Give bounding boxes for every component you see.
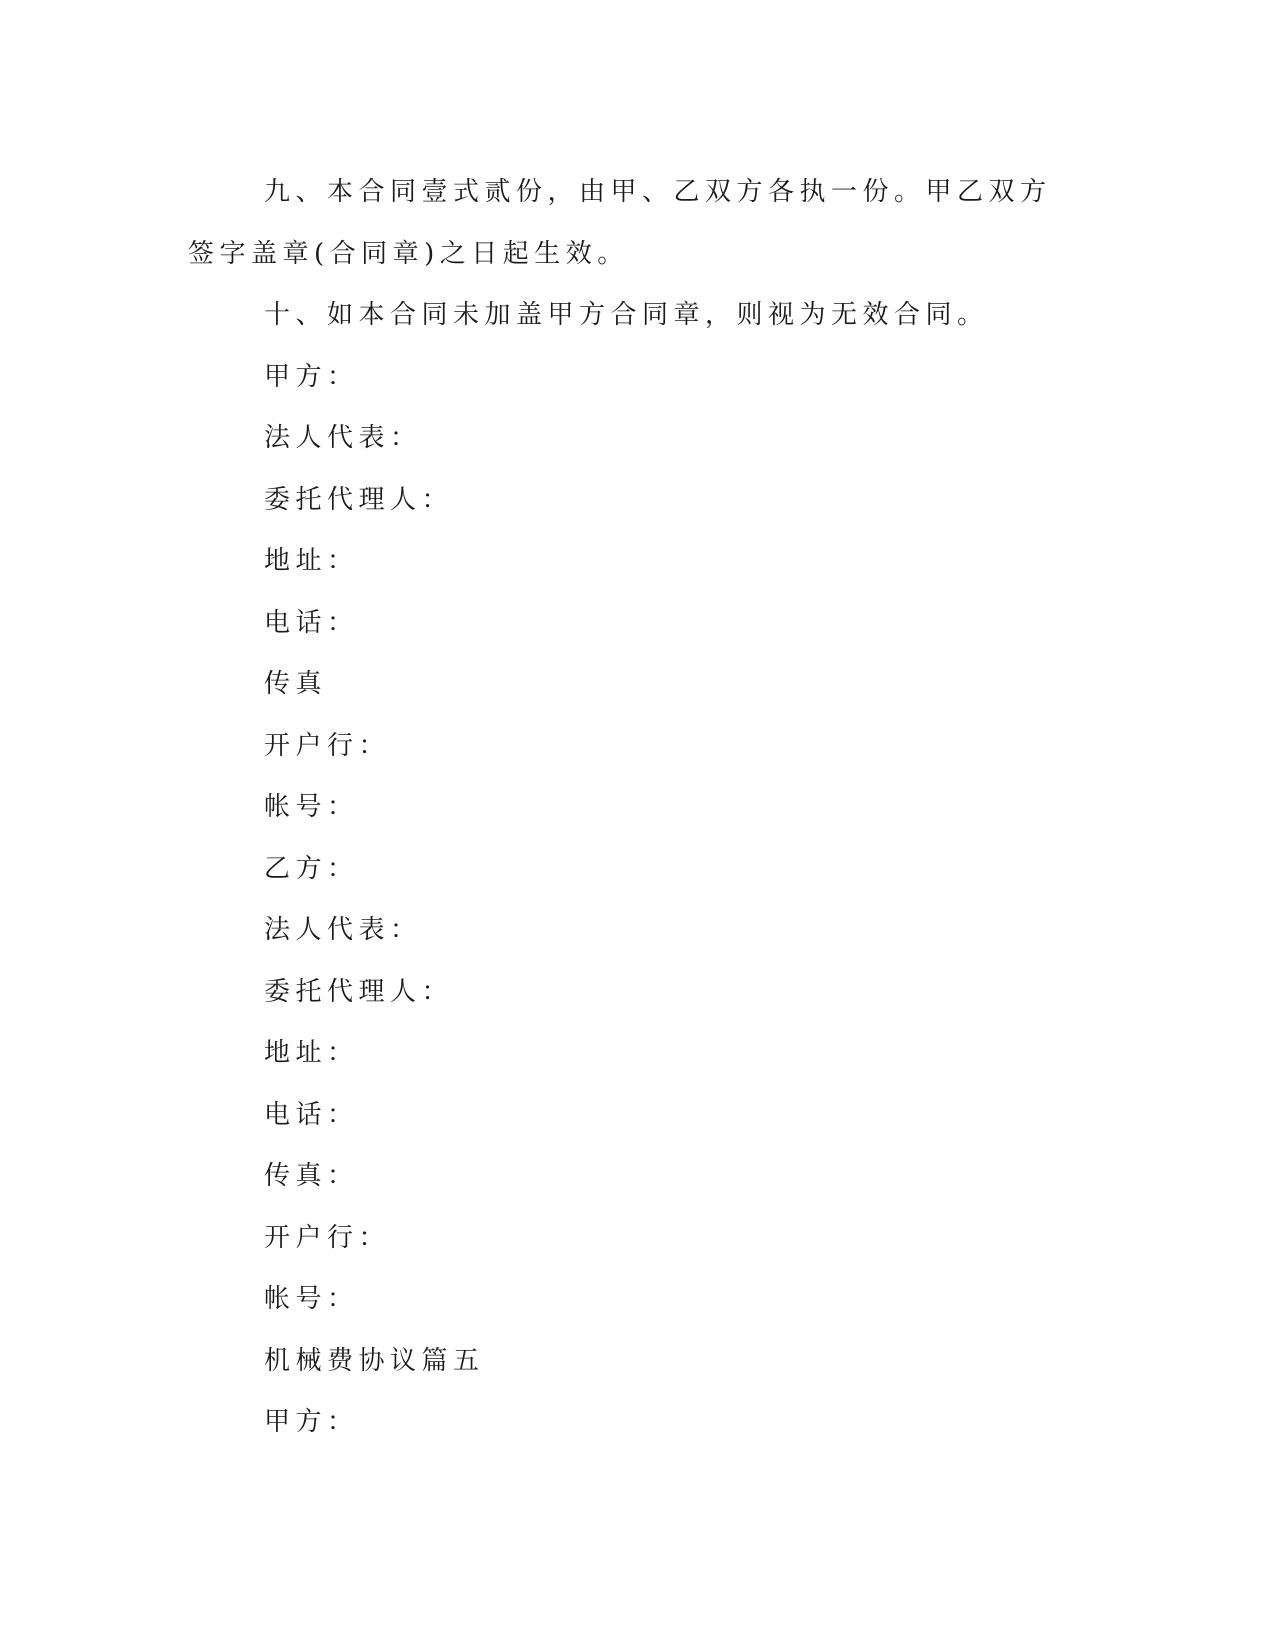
party-b-phone-label: 电话： bbox=[264, 1099, 359, 1130]
party-a-agent-label: 委托代理人： bbox=[264, 484, 454, 515]
party-a-bank-label: 开户行： bbox=[264, 730, 391, 761]
party-b-signature-block bbox=[188, 839, 1080, 1331]
party-a-account-label: 帐号： bbox=[264, 792, 359, 822]
party-b-agent-label: 委托代理人： bbox=[264, 976, 454, 1007]
party-b-address-label: 地址： bbox=[264, 1038, 359, 1068]
party-a-legal-rep-label: 法人代表： bbox=[264, 423, 422, 453]
next-party-a-label: 甲方： bbox=[264, 1407, 359, 1437]
party-b-account-label: 帐号： bbox=[264, 1284, 359, 1314]
party-b-label: 乙方： bbox=[264, 853, 359, 884]
party-b-fax-label: 传真： bbox=[264, 1161, 359, 1191]
party-a-phone-label: 电话： bbox=[264, 607, 359, 638]
party-b-bank-label: 开户行： bbox=[264, 1222, 391, 1253]
party-a-label: 甲方： bbox=[264, 361, 359, 392]
party-a-fax-label: 传真 bbox=[264, 669, 328, 699]
clause-9-paragraph: 九、本合同壹式贰份，由甲、乙双方各执一份。甲乙双方签字盖章(合同章)之日起生效。 bbox=[188, 177, 1052, 269]
party-a-address-label: 地址： bbox=[264, 546, 359, 576]
party-b-legal-rep-label: 法人代表： bbox=[264, 915, 422, 945]
section-heading: 机械费协议篇五 bbox=[264, 1345, 485, 1376]
clause-10-paragraph: 十、如本合同未加盖甲方合同章，则视为无效合同。 bbox=[264, 300, 989, 330]
party-a-signature-block bbox=[188, 347, 1080, 839]
document-body bbox=[188, 162, 1080, 1454]
